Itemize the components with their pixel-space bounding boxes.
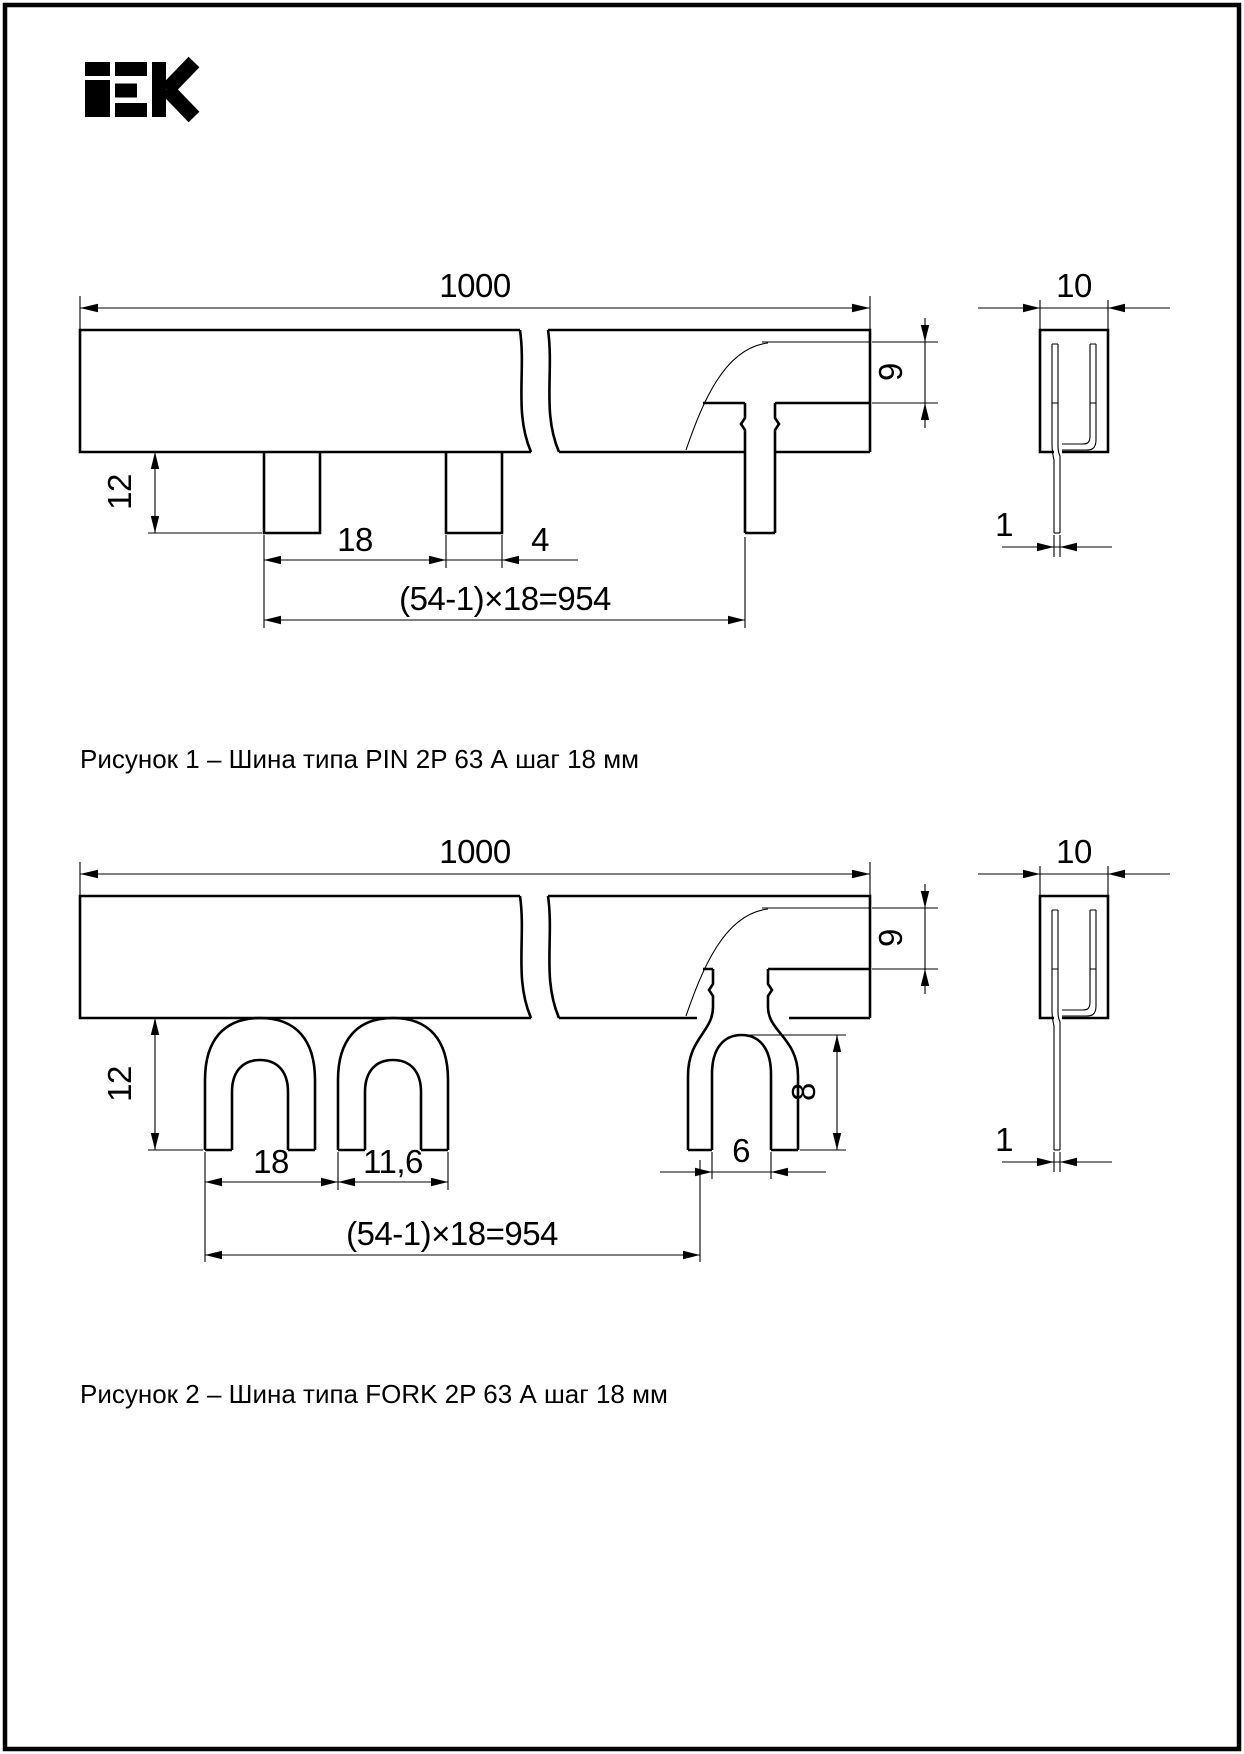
dim-section-width: [978, 267, 1170, 329]
dim-pin-height: [101, 452, 262, 533]
busbar-right-section: [548, 330, 870, 452]
figure1-drawing: [80, 267, 1170, 774]
fork-contact-2-slot: [365, 1060, 421, 1150]
dim-slot-depth-label: 8: [785, 1083, 822, 1101]
logo-letter-e: [115, 62, 147, 117]
insulation-cutaway-curve: [686, 909, 768, 1016]
busbar-left-section: [80, 330, 531, 452]
dim-pin-width-label: 4: [531, 521, 549, 558]
busbar-right-section: [548, 896, 870, 1018]
figure2-dimensions: [80, 833, 1170, 1262]
break-line-left: [520, 896, 531, 1018]
dim-slot-width-label: 6: [732, 1132, 750, 1169]
dim-span: [264, 537, 745, 628]
dim-slot-width: [660, 1132, 826, 1179]
iek-logo: [85, 62, 194, 117]
fork-contact-2-outer: [338, 1018, 448, 1150]
dim-pitch-label: 18: [253, 1143, 289, 1180]
dim-busbar-height-label: 9: [872, 363, 909, 381]
figure1-dimensions: [80, 267, 1170, 628]
dim-length-label: 1000: [439, 833, 511, 870]
figure2-caption: Рисунок 2 – Шина типа FORK 2P 63 А шаг 18 мм: [80, 1379, 668, 1409]
end-pin-contact: [741, 403, 779, 533]
figure1-caption: Рисунок 1 – Шина типа PIN 2P 63 А шаг 18 мм: [80, 744, 639, 774]
figure1-busbar-profile: [80, 330, 870, 533]
logo-letter-i: [85, 62, 110, 117]
dim-fork-height-label: 12: [101, 1066, 138, 1102]
dim-span-label: (54-1)×18=954: [399, 580, 611, 617]
figure2-cross-section: [1040, 896, 1108, 1150]
section-housing: [1040, 330, 1108, 452]
page-border: [5, 5, 1239, 1749]
pin-contact-1: [264, 452, 320, 533]
dim-blade-thickness-label: 1: [995, 506, 1013, 543]
break-line-left: [520, 330, 531, 452]
dim-busbar-height: [872, 884, 938, 994]
busbar-left-section: [80, 896, 531, 1018]
dim-span-label: (54-1)×18=954: [346, 1215, 558, 1252]
end-fork-right-side: [768, 969, 798, 1150]
end-fork-left-side: [688, 969, 713, 1150]
section-conductor-line: [1058, 344, 1060, 533]
figure1-cross-section: [1040, 330, 1108, 533]
dim-length: [80, 833, 870, 895]
dim-length-label: 1000: [439, 267, 511, 304]
figure2-busbar-profile: [80, 896, 870, 1150]
figure2-drawing: [80, 833, 1170, 1409]
logo-letter-k: [152, 62, 194, 117]
dim-section-width-label: 10: [1056, 833, 1092, 870]
section-conductor: [1052, 344, 1054, 533]
dim-pin-width: [502, 521, 549, 564]
section-conductor-hook-outer: [1062, 910, 1096, 1016]
dim-section-width: [978, 833, 1170, 895]
pin-contact-2: [446, 452, 502, 533]
section-housing: [1040, 896, 1108, 1018]
dim-pin-height-label: 12: [101, 474, 138, 510]
section-conductor-hook-outer: [1062, 344, 1096, 450]
break-line-right: [548, 330, 559, 452]
dim-blade-thickness-label: 1: [995, 1121, 1013, 1158]
break-line-right: [548, 896, 559, 1018]
dim-length: [80, 267, 870, 329]
section-conductor: [1052, 910, 1054, 1150]
dim-pitch-label: 18: [337, 521, 373, 558]
dim-section-width-label: 10: [1056, 267, 1092, 304]
dim-fork-height: [101, 1018, 203, 1150]
dim-busbar-height: [872, 318, 938, 428]
section-conductor-hook-inner: [1062, 910, 1090, 1010]
dim-fork-width-label: 11,6: [363, 1143, 423, 1180]
section-conductor-line: [1058, 910, 1060, 1150]
dim-busbar-height-label: 9: [872, 929, 909, 947]
section-conductor-hook-inner: [1062, 344, 1090, 444]
fork-contact-1-outer: [205, 1018, 315, 1150]
insulation-cutaway-curve: [686, 343, 768, 450]
fork-contact-1-slot: [232, 1060, 288, 1150]
